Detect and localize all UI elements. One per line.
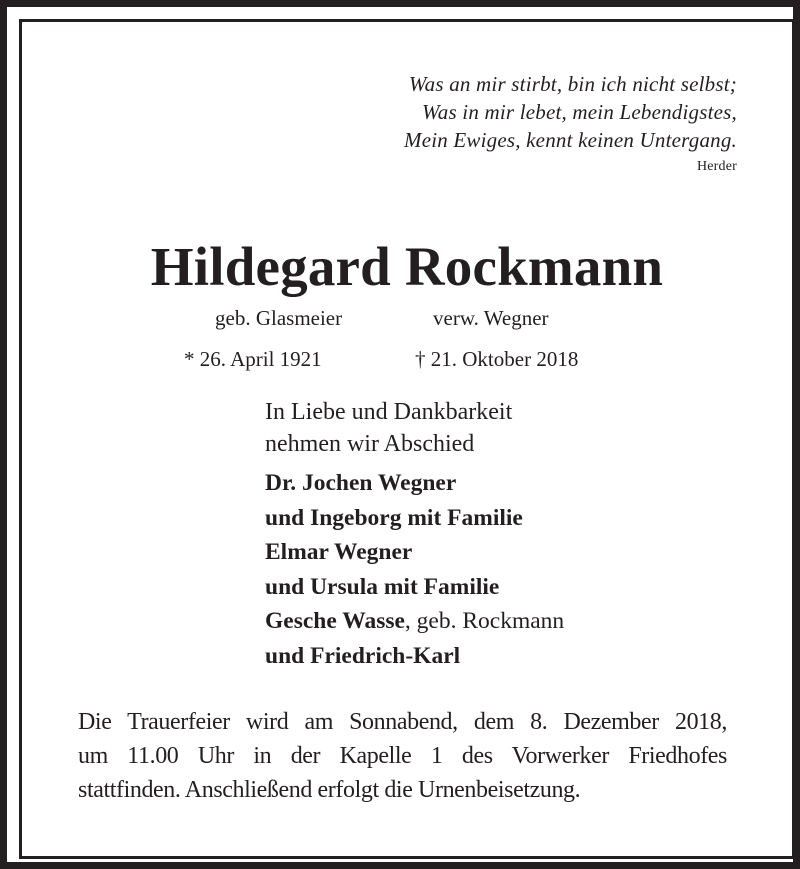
obituary-notice bbox=[19, 19, 795, 859]
funeral-service-details bbox=[78, 705, 727, 807]
deceased-name: Hildegard Rockmann bbox=[150, 236, 664, 297]
death-date: † 21. Oktober 2018 bbox=[415, 347, 579, 371]
mourner-note: , geb. Rockmann bbox=[404, 608, 565, 634]
farewell-block bbox=[265, 396, 564, 673]
mourner-line bbox=[265, 570, 564, 605]
birth-date: * 26. April 1921 bbox=[184, 347, 322, 371]
maiden-name: geb. Glasmeier bbox=[215, 306, 343, 330]
quote-line: Was in mir lebet, mein Lebendigstes, bbox=[422, 100, 737, 124]
mourner-name: Elmar Wegner bbox=[265, 539, 413, 565]
mourner-name: Dr. Jochen Wegner bbox=[265, 470, 457, 496]
service-line: um 11.00 Uhr in der Kapelle 1 des Vorwerker Friedhofes bbox=[78, 743, 727, 769]
quote-line: Mein Ewiges, kennt keinen Untergang. bbox=[404, 128, 737, 152]
service-line: stattfinden. Anschließend erfolgt die Urnenbeisetzung. bbox=[78, 777, 581, 803]
mourner-line bbox=[265, 604, 564, 639]
service-line: Die Trauerfeier wird am Sonnabend, dem 8. Dezember 2018, bbox=[78, 709, 727, 735]
widowed-name: verw. Wegner bbox=[433, 306, 549, 330]
farewell-intro-line: In Liebe und Dankbarkeit bbox=[265, 399, 513, 425]
mourner-line bbox=[265, 639, 564, 674]
mourner-line bbox=[265, 535, 564, 570]
mourner-name: und Ursula mit Familie bbox=[265, 573, 500, 600]
mourner-line bbox=[265, 501, 564, 536]
quote-line: Was an mir stirbt, bin ich nicht selbst; bbox=[408, 72, 737, 96]
mourner-name: und Friedrich-Karl bbox=[265, 642, 461, 669]
mourner-name: und Ingeborg mit Familie bbox=[265, 504, 523, 531]
farewell-intro-line: nehmen wir Abschied bbox=[265, 431, 475, 457]
mourner-line bbox=[265, 466, 564, 501]
epigraph-quote bbox=[404, 70, 737, 178]
outer-frame bbox=[7, 7, 793, 862]
quote-author: Herder bbox=[696, 159, 737, 174]
mourner-name: Gesche Wasse bbox=[265, 608, 405, 634]
